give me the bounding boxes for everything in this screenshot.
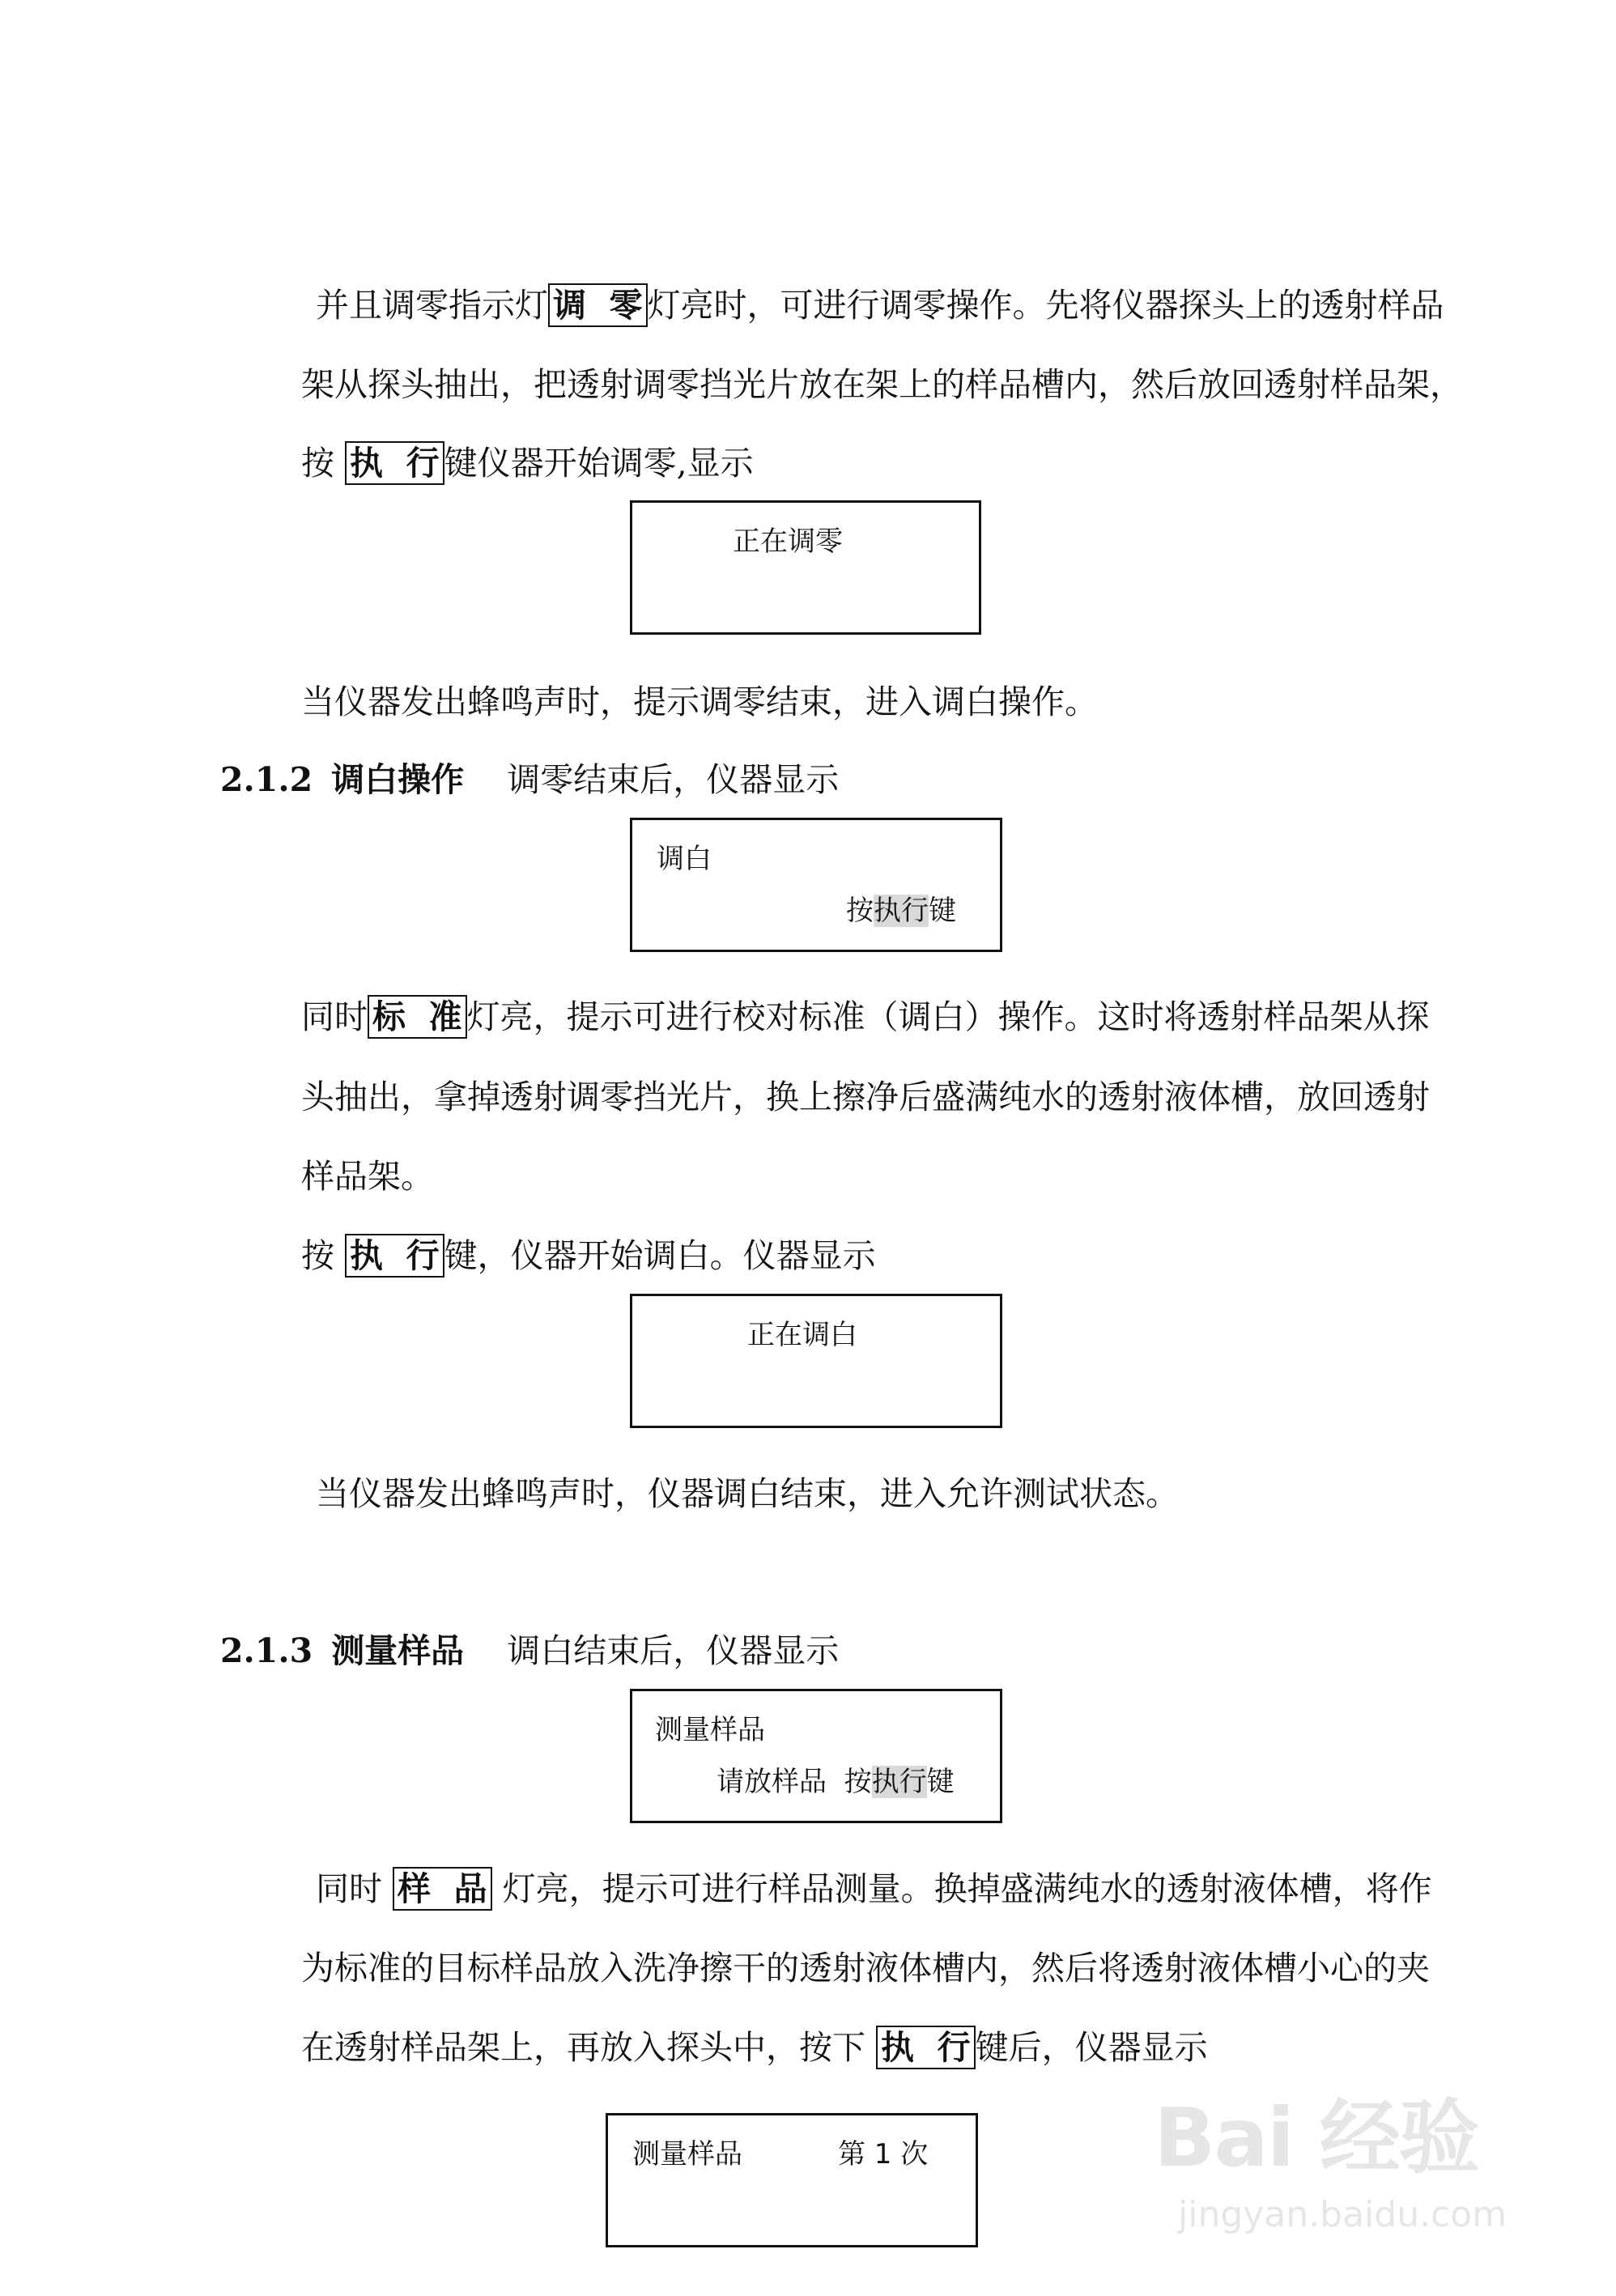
para3-line3: 样品架。 xyxy=(301,1157,434,1196)
para5-line2: 为标准的目标样品放入洗净擦干的透射液体槽内，然后将透射液体槽小心的夹 xyxy=(301,1949,1430,1988)
execute-key-label: 执 行 xyxy=(876,2026,976,2069)
watermark-logo: Bai 经验 xyxy=(1154,2090,1478,2185)
para1-line2: 架从探头抽出，把透射调零挡光片放在架上的样品槽内，然后放回透射样品架， xyxy=(301,365,1463,404)
display-white-cal xyxy=(630,818,1002,952)
para3-line2: 头抽出，拿掉透射调零挡光片，换上擦净后盛满纯水的透射液体槽，放回透射 xyxy=(301,1078,1430,1116)
display-left: 测量样品 xyxy=(632,2138,742,2171)
execute-key-label: 执 行 xyxy=(345,1234,444,1278)
execute-key-label: 执 行 xyxy=(345,441,444,485)
para2: 当仪器发出蜂鸣声时，提示调零结束，进入调白操作。 xyxy=(301,682,1098,721)
display-measure-sample xyxy=(630,1689,1002,1823)
section-title: 调白操作 xyxy=(331,760,465,799)
display-measure-count xyxy=(606,2113,978,2247)
section-text: 调白结束后，仪器显示 xyxy=(507,1631,840,1670)
watermark-url: jingyan.baidu.com xyxy=(1178,2194,1508,2235)
para1-line1 xyxy=(316,282,1444,329)
highlight-text: 执行 xyxy=(874,895,929,927)
sample-key-label: 样 品 xyxy=(393,1867,492,1911)
text: 键 xyxy=(929,895,956,927)
text: 请放样品 按 xyxy=(717,1766,872,1798)
text: 键，仪器开始调白。仪器显示 xyxy=(444,1236,876,1275)
display-right: 第 1 次 xyxy=(838,2138,929,2171)
display-text: 正在调零 xyxy=(733,525,843,558)
section-2-1-3 xyxy=(220,1627,839,1674)
text: 键后，仪器显示 xyxy=(975,2028,1208,2067)
text: 键 xyxy=(926,1766,955,1798)
text: 在透射样品架上，再放入探头中，按下 xyxy=(301,2028,877,2067)
baidu-jingyan-watermark xyxy=(1154,2073,1518,2251)
para5-line3 xyxy=(301,2024,1208,2071)
text: 灯亮，提示可进行校对标准（调白）操作。这时将透射样品架从探 xyxy=(466,997,1430,1036)
para1-line3 xyxy=(301,440,754,487)
standard-key-label: 标 准 xyxy=(368,995,467,1039)
section-number: 2.1.3 xyxy=(220,1631,313,1670)
para3-line1 xyxy=(301,993,1430,1040)
text: 灯亮时，可进行调零操作。先将仪器探头上的透射样品 xyxy=(647,286,1444,325)
text: 同时 xyxy=(301,997,368,1036)
text: 灯亮，提示可进行样品测量。换掉盛满纯水的透射液体槽，将作 xyxy=(491,1869,1432,1908)
highlight-text: 执行 xyxy=(871,1766,927,1798)
text: 按 xyxy=(301,444,346,483)
zero-key-label: 调 零 xyxy=(548,283,648,327)
section-2-1-2 xyxy=(220,756,839,803)
display-zeroing xyxy=(630,500,981,635)
text: 键仪器开始调零,显示 xyxy=(444,444,754,483)
text: 并且调零指示灯 xyxy=(316,286,548,325)
text: 同时 xyxy=(316,1869,393,1908)
section-text: 调零结束后，仪器显示 xyxy=(507,760,840,799)
display-line2 xyxy=(717,1764,955,1800)
display-line2 xyxy=(846,893,956,929)
display-whitening xyxy=(630,1294,1002,1428)
para5-line1 xyxy=(316,1865,1432,1912)
display-line1: 测量样品 xyxy=(655,1714,765,1746)
section-title: 测量样品 xyxy=(331,1631,465,1670)
display-line1: 调白 xyxy=(657,843,712,875)
text: 按 xyxy=(301,1236,346,1275)
display-text: 正在调白 xyxy=(747,1319,857,1351)
para4: 当仪器发出蜂鸣声时，仪器调白结束，进入允许测试状态。 xyxy=(316,1474,1179,1513)
section-number: 2.1.2 xyxy=(220,760,313,799)
para3-line4 xyxy=(301,1232,876,1279)
text: 按 xyxy=(846,895,874,927)
